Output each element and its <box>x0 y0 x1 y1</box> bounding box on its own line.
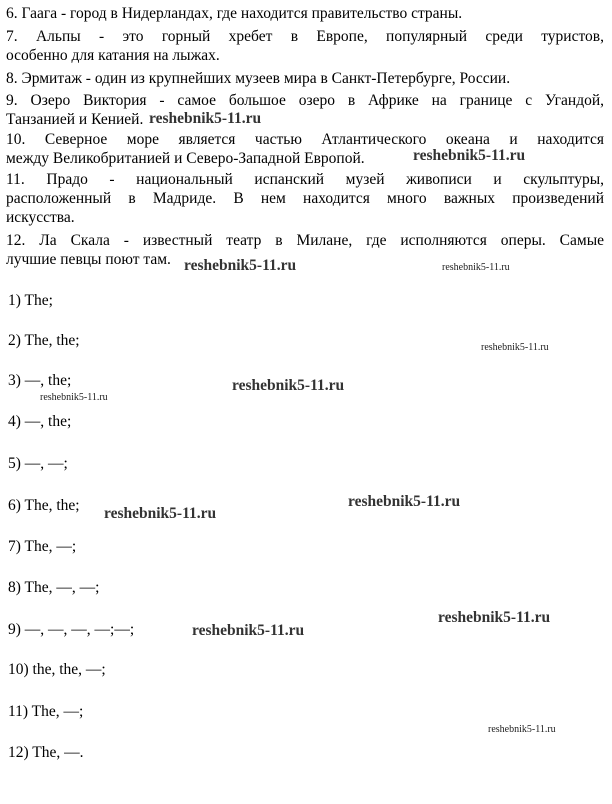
watermark: reshebnik5-11.ru <box>438 609 551 626</box>
sentence-line: Танзанией и Кенией. <box>6 111 144 128</box>
sentence-line: 6. Гаага - город в Нидерландах, где находится правительство страны. <box>6 5 463 22</box>
answer-9: 9) —, —, —, —;—; <box>8 621 135 638</box>
sentence-line: 10. Северное море является частью Атлантического океана и находится <box>6 131 604 148</box>
answer-3: 3) —, the; <box>8 372 72 389</box>
watermark: reshebnik5-11.ru <box>149 110 262 127</box>
sentence-line: 8. Эрмитаж - один из крупнейших музеев мира в Санкт-Петербурге, России. <box>6 70 511 87</box>
answer-7: 7) The, —; <box>8 538 77 555</box>
answer-12: 12) The, —. <box>8 744 84 761</box>
sentence-line: расположенный в Мадриде. В нем находится много важных произведений <box>6 190 604 207</box>
answer-8: 8) The, —, —; <box>8 579 100 596</box>
watermark: reshebnik5-11.ru <box>232 377 345 394</box>
answer-6: 6) The, the; <box>8 497 80 514</box>
answer-10: 10) the, the, —; <box>8 661 106 678</box>
watermark: reshebnik5-11.ru <box>40 392 108 403</box>
sentence-line: особенно для катания на лыжах. <box>6 47 220 64</box>
watermark: reshebnik5-11.ru <box>104 505 217 522</box>
watermark: reshebnik5-11.ru <box>184 257 297 274</box>
sentence-line: 11. Прадо - национальный испанский музей живописи и скульптуры, <box>6 171 604 188</box>
watermark: reshebnik5-11.ru <box>192 622 305 639</box>
sentence-line: лучшие певцы поют там. <box>6 251 171 268</box>
sentence-line: между Великобританией и Северо-Западной Европой. <box>6 150 365 167</box>
sentence-7 <box>6 27 604 65</box>
answer-1: 1) The; <box>8 292 53 309</box>
answer-4: 4) —, the; <box>8 413 72 430</box>
watermark: reshebnik5-11.ru <box>488 724 556 735</box>
sentence-12 <box>6 231 604 269</box>
sentence-line: 9. Озеро Виктория - самое большое озеро в Африке на границе с Угандой, <box>6 92 604 109</box>
watermark: reshebnik5-11.ru <box>442 262 510 273</box>
sentence-line: искусства. <box>6 209 75 226</box>
watermark: reshebnik5-11.ru <box>481 342 549 353</box>
answer-11: 11) The, —; <box>8 703 84 720</box>
sentence-8 <box>6 69 604 88</box>
answer-5: 5) —, —; <box>8 455 68 472</box>
sentence-6 <box>6 4 604 23</box>
sentence-11 <box>6 170 604 227</box>
sentence-line: 12. Ла Скала - известный театр в Милане, где исполняются оперы. Самые <box>6 232 604 249</box>
watermark: reshebnik5-11.ru <box>348 493 461 510</box>
sentence-line: 7. Альпы - это горный хребет в Европе, популярный среди туристов, <box>6 28 604 45</box>
sentence-9 <box>6 91 604 129</box>
watermark: reshebnik5-11.ru <box>413 147 526 164</box>
answer-2: 2) The, the; <box>8 332 80 349</box>
